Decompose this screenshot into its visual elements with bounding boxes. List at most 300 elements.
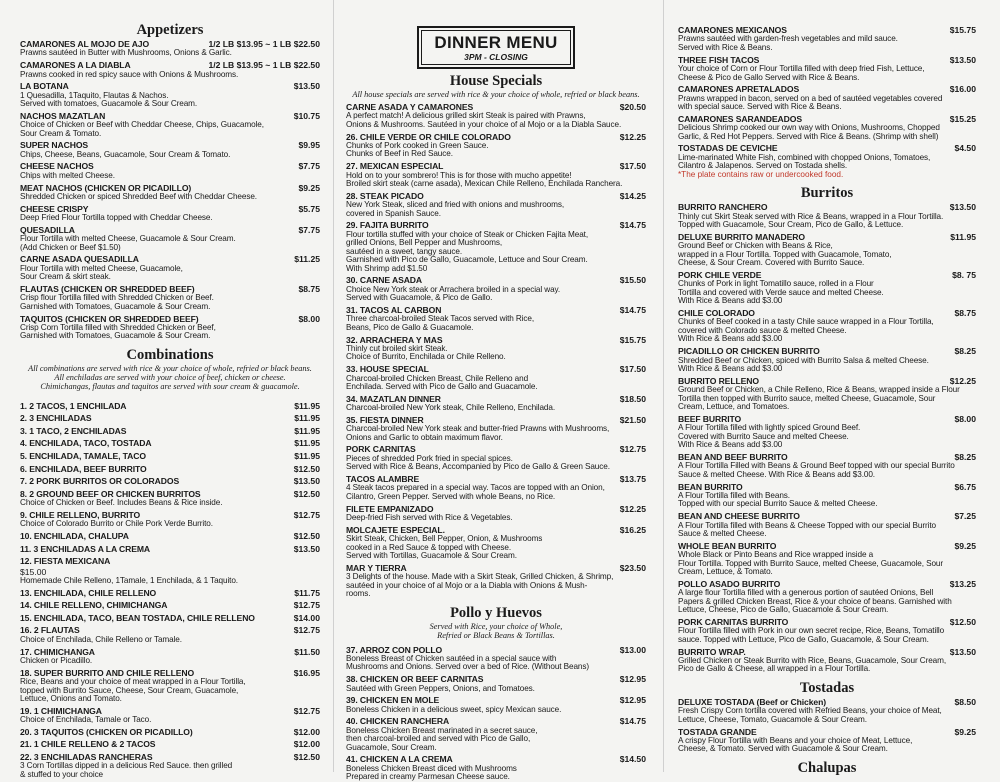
menu-item	[346, 696, 646, 714]
item-name: 13. ENCHILADA, CHILE RELLENO	[20, 587, 157, 598]
item-desc: Prawns wrapped in bacon, served on a bed of sautéed vegetables covered with special sauce. Served with Rice & Beans.	[678, 93, 943, 112]
item-desc: A Flour Tortilla Filled with Beans & Ground Beef topped with our special Burrito Sauce & melted Cheese. With Rice & Beans add $3.00.	[678, 461, 955, 479]
menu-item	[20, 601, 320, 610]
item-name: 5. ENCHILADA, TAMALE, TACO	[20, 451, 146, 462]
item-name: 34. MAZATLAN DINNER	[346, 393, 441, 404]
item-name: 40. CHICKEN RANCHERA	[346, 716, 450, 727]
menu-item	[20, 511, 320, 529]
item-price: $14.00	[293, 612, 320, 623]
item-name: 38. CHICKEN OR BEEF CARNITAS	[346, 674, 484, 685]
item-desc: Flour Tortilla with melted Cheese, Guacamole & Sour Cream. (Add Chicken or Beef $1.50)	[20, 234, 236, 252]
menu-item	[678, 542, 976, 577]
item-desc: Thinly cut broiled skirt Steak. Choice of Burrito, Enchilada or Chile Relleno.	[346, 343, 506, 362]
menu-item	[20, 614, 320, 623]
item-price: $7.25	[954, 511, 976, 522]
dinner-menu-banner	[417, 26, 575, 69]
item-name: SUPER NACHOS	[20, 140, 89, 151]
item-desc: Prawns sautéed with garden-fresh vegetables and mild sauce. Served with Rice & Beans.	[678, 34, 898, 52]
item-name: FLAUTAS (CHICKEN OR SHREDDED BEEF)	[20, 283, 195, 294]
item-name: CHEESE CRISPY	[20, 203, 89, 214]
item-desc: Chunks of Beef cooked in a tasty Chile sauce wrapped in a Flour Tortilla, covered with Colorado sauce & melted Cheese. With Rice & Beans add $3.00	[678, 317, 934, 344]
item-price: $12.50	[949, 616, 976, 627]
item-name: CARNE ASADA Y CAMARONES	[346, 101, 474, 112]
item-price: $17.50	[619, 364, 646, 375]
menu-item	[678, 233, 976, 268]
menu-item	[346, 192, 646, 218]
item-desc: Charcoal-broiled New York steak, Chile Relleno, Enchilada.	[346, 403, 556, 413]
menu-item	[20, 753, 320, 779]
appetizers-list	[20, 40, 320, 341]
item-price: $8.00	[298, 313, 320, 324]
menu-item	[678, 512, 976, 538]
item-price: $13.50	[949, 646, 976, 657]
item-desc: Chips, Cheese, Beans, Guacamole, Sour Cream & Tomato.	[20, 149, 231, 159]
menu-item	[20, 162, 320, 180]
item-desc: Choice of Colorado Burrito or Chile Pork Verde Burrito.	[20, 519, 213, 529]
menu-item	[678, 453, 976, 479]
item-name: 12. FIESTA MEXICANA	[20, 556, 111, 567]
item-desc: Choice of Chicken or Beef with Cheddar Cheese, Chips, Guacamole, Sour Cream & Tomato.	[20, 120, 264, 138]
item-desc: Charcoal-broiled New York steak and butter-fried Prawns with Mushrooms, Onions and Garlic to obtain maximum flavor.	[346, 424, 610, 442]
item-name: CAMARONES AL MOJO DE AJO	[20, 39, 150, 49]
item-desc: Flour Tortilla with melted Cheese, Guacamole, Sour Cream & skirt steak.	[20, 263, 183, 282]
item-desc: A Flour Tortilla filled with Beans & Cheese Topped with our special Burrito Sauce & melted Cheese.	[678, 520, 936, 539]
item-name: WHOLE BEAN BURRITO	[678, 540, 777, 551]
item-price: $12.50	[293, 463, 320, 474]
burritos-list	[678, 203, 976, 674]
item-desc: Homemade Chile Relleno, 1Tamale, 1 Enchilada, & 1 Taquito.	[20, 576, 238, 585]
menu-item	[346, 646, 646, 672]
item-desc: 1 Quesadilla, 1Taquito, Flautas & Nachos. Served with tomatoes, Guacamole & Sour Cream.	[20, 90, 198, 109]
menu-item	[346, 445, 646, 471]
item-desc: Whole Black or Pinto Beans and Rice wrapped inside a Flour Tortilla. Topped with Burrito Sauce, melted Cheese, Guacamole, Sour Cream, Lettuce, & Tomato.	[678, 550, 943, 577]
item-desc: A perfect match! A delicious grilled skirt Steak is paired with Prawns, Onions & Mushrooms. Sautéed in your choice of al Mojo or a la Diabla Sauce.	[346, 111, 622, 129]
tostadas-title: Tostadas	[799, 679, 855, 696]
item-price: $11.95	[294, 438, 320, 449]
item-price: $13.00	[619, 644, 646, 655]
menu-item	[346, 276, 646, 302]
menu-item	[20, 112, 320, 138]
menu-column-left	[18, 0, 320, 779]
item-price: $12.95	[619, 674, 646, 685]
item-desc: Flour Tortilla filled with Pork in our own secret recipe, Rice, Beans, Tomatillo sauce. Topped with Lettuce, Pico de Gallo, Guacamole, & Sour Cream.	[678, 626, 945, 644]
item-desc: Ground Beef or Chicken with Beans & Rice, wrapped in a Flour Tortilla. Topped with Guacamole, Tomato, Cheese, & Sour Cream. Covered with Burrito Sauce.	[678, 241, 892, 268]
item-price: $4.50	[954, 143, 976, 154]
item-price: $11.95	[294, 400, 320, 411]
item-desc: Chunks of Pork cooked in Green Sauce. Chunks of Beef in Red Sauce.	[346, 140, 489, 159]
item-price: $14.75	[619, 716, 646, 727]
item-desc: Deep-fried Fish served with Rice & Vegetables.	[346, 513, 513, 523]
item-desc: Ground Beef or Chicken, a Chile Relleno, Rice & Beans, wrapped inside a Flour Tortilla then topped with Burrito sauce, melted Cheese, Guacamole, Sour Cream, Lettuce, and Tomatoes.	[678, 385, 960, 412]
menu-item	[678, 483, 976, 509]
menu-item	[346, 306, 646, 332]
item-price: $9.95	[298, 140, 320, 151]
menu-column-right	[676, 0, 976, 776]
menu-item	[20, 728, 320, 737]
menu-item	[678, 618, 976, 644]
item-price: $12.75	[293, 600, 320, 611]
item-price: $8. 75	[952, 269, 976, 280]
item-desc: A Flour Tortilla filled with Beans. Topped with our special Burrito Sauce & melted Cheese.	[678, 490, 878, 509]
menu-item	[20, 285, 320, 311]
item-desc: Flour tortilla stuffed with your choice of Steak or Chicken Fajita Meat, grilled Onions, Bell Pepper and Mushrooms, sautéed in a sweet, tangy sauce. Garnished with Pico de Gallo, Guacamole, Lettuce and Sour Cream. With Shrimp add $1.50	[346, 229, 589, 273]
item-price: $16.25	[619, 524, 646, 535]
menu-item	[20, 545, 320, 554]
menu-item	[20, 557, 320, 566]
item-price: $10.75	[293, 110, 320, 121]
item-price: 1/2 LB $13.95 ~ 1 LB $22.50	[208, 60, 320, 71]
menu-item	[20, 707, 320, 725]
menu-item	[20, 740, 320, 749]
item-name: 9. CHILE RELLENO, BURRITO	[20, 509, 141, 520]
item-name: NACHOS MAZATLAN	[20, 110, 106, 121]
item-desc: Pieces of shredded Pork fried in special spices. Served with Rice & Beans, Accompanied by Pico de Gallo & Green Sauce.	[346, 453, 610, 472]
item-price: $12.50	[293, 752, 320, 763]
menu-item	[346, 475, 646, 501]
item-name: PICADILLO OR CHICKEN BURRITO	[678, 346, 820, 357]
menu-item	[20, 465, 320, 474]
item-price: $8.50	[954, 696, 976, 707]
item-price: $13.25	[949, 578, 976, 589]
house-specials-list	[346, 103, 646, 599]
item-name: 3. 1 TACO, 2 ENCHILADAS	[20, 425, 127, 436]
item-name: 19. 1 CHIMICHANGA	[20, 705, 102, 716]
menu-item	[678, 347, 976, 373]
dinner-menu-banner-inner	[421, 30, 571, 65]
item-desc: Charcoal-broiled Chicken Breast, Chile Relleno and Enchilada. Served with Pico de Gallo and Guacamole.	[346, 373, 538, 392]
item-price: $11.95	[294, 451, 320, 462]
menu-item	[678, 698, 976, 724]
item-price: 1/2 LB $13.95 ~ 1 LB $22.50	[208, 39, 320, 49]
menu-item	[20, 414, 320, 423]
combinations-title: Combinations	[126, 346, 214, 363]
item-name: QUESADILLA	[20, 224, 75, 235]
item-name: 33. HOUSE SPECIAL	[346, 364, 429, 375]
item-price: $5.75	[298, 203, 320, 214]
menu-item	[20, 626, 320, 644]
item-price: $8.75	[298, 283, 320, 294]
item-name: TAQUITOS (CHICKEN OR SHREDDED BEEF)	[20, 313, 199, 324]
item-desc: New York Steak, sliced and fried with onions and mushrooms, covered in Spanish Sauce.	[346, 200, 565, 218]
item-name: 39. CHICKEN EN MOLE	[346, 695, 440, 706]
column-divider	[333, 0, 334, 772]
item-desc: Chicken or Picadillo.	[20, 655, 93, 665]
item-price: $13.50	[949, 54, 976, 65]
item-name: PORK CARNITAS	[346, 444, 416, 455]
item-desc: Lime-marinated White Fish, combined with chopped Onions, Tomatoes, Cilantro & Jalapenos. Served on Tostada shells.	[678, 152, 931, 171]
item-desc: A crispy Flour Tortilla with Beans and your choice of Meat, Lettuce, Cheese, & Tomato. Served with Guacamole & Sour Cream.	[678, 735, 913, 754]
item-price: $16.95	[293, 667, 320, 678]
item-price: $11.50	[294, 646, 320, 657]
menu-item	[20, 477, 320, 486]
item-name: 4. ENCHILADA, TACO, TOSTADA	[20, 438, 152, 449]
item-name: 26. CHILE VERDE OR CHILE COLORADO	[346, 131, 511, 142]
menu-item	[678, 415, 976, 450]
menu-item	[678, 144, 976, 179]
menu-item	[20, 589, 320, 598]
item-desc: Boneless Chicken Breast diced with Mushrooms Prepared in creamy Parmesan Cheese sauce.	[346, 763, 517, 782]
item-name: 8. 2 GROUND BEEF OR CHICKEN BURRITOS	[20, 488, 201, 499]
item-desc: Grilled Chicken or Steak Burrito with Rice, Beans, Guacamole, Sour Cream, Pico de Gallo & Cheese, all wrapped in a Flour Tortilla.	[678, 655, 947, 674]
item-price: $8.00	[954, 413, 976, 424]
item-price: $9.25	[954, 726, 976, 737]
item-name: 2. 3 ENCHILADAS	[20, 413, 92, 424]
menu-item	[20, 141, 320, 159]
menu-item	[678, 115, 976, 141]
item-price: $12.00	[293, 739, 320, 750]
item-price: $11.75	[294, 587, 320, 598]
menu-item	[20, 205, 320, 223]
item-name: CAMARONES APRETALADOS	[678, 84, 800, 95]
item-name: 30. CARNE ASADA	[346, 275, 423, 286]
item-name: 18. SUPER BURRITO AND CHILE RELLENO	[20, 667, 195, 678]
pollo-note: Served with Rice, your choice of Whole, Refried or Black Beans & Tortillas.	[429, 621, 563, 640]
item-price: $12.50	[293, 488, 320, 499]
menu-column-middle	[344, 0, 646, 782]
menu-item	[346, 365, 646, 391]
item-desc: Prawns sautéed in Butter with Mushrooms, Onions & Garlic.	[20, 48, 232, 58]
item-price: $9.25	[298, 182, 320, 193]
menu-item	[678, 56, 976, 82]
item-name: 6. ENCHILADA, BEEF BURRITO	[20, 463, 147, 474]
item-name: 27. MEXICAN ESPECIAL	[346, 161, 444, 172]
item-name: 35. FIESTA DINNER	[346, 414, 424, 425]
item-name: 32. ARRACHERA Y MAS	[346, 334, 443, 345]
menu-item	[20, 452, 320, 461]
item-name: TACOS ALAMBRE	[346, 474, 420, 485]
item-name: 11. 3 ENCHILADAS A LA CREMA	[20, 543, 151, 554]
item-name: 28. STEAK PICADO	[346, 190, 424, 201]
item-desc: Chips with melted Cheese.	[20, 170, 115, 180]
item-name: PORK CHILE VERDE	[678, 269, 762, 280]
item-name: CAMARONES SARANDEADOS	[678, 113, 802, 124]
item-price: $16.00	[949, 84, 976, 95]
item-name: BURRITO RELLENO	[678, 375, 759, 386]
item-desc: Boneless Breast of Chicken sautéed in a special sauce with Mushrooms and Onions. Served over a bed of Rice. (Without Beans)	[346, 653, 589, 672]
menu-item	[20, 40, 320, 58]
item-desc: Rice, Beans and your choice of meat wrapped in a Flour Tortilla, topped with Burrito Sauce, Cheese, Sour Cream, Guacamole, Lettuce, Onions and Tomato.	[20, 677, 246, 704]
item-price: $9.25	[954, 540, 976, 551]
house-specials-title: House Specials	[449, 73, 543, 89]
item-desc: Three charcoal-broiled Steak Tacos served with Rice, Beans, Pico de Gallo & Guacamole.	[346, 314, 535, 332]
item-price: $15.75	[949, 25, 976, 35]
menu-item	[20, 184, 320, 202]
item-price: $12.75	[293, 625, 320, 636]
burritos-title: Burritos	[800, 185, 854, 202]
item-name: TOSTADAS DE CEVICHE	[678, 143, 778, 154]
item-name: CHILE COLORADO	[678, 308, 755, 319]
item-price: $14.75	[619, 304, 646, 315]
menu-item	[20, 490, 320, 508]
menu-item	[678, 203, 976, 229]
appetizers-title: Appetizers	[136, 22, 204, 38]
menu-item	[346, 221, 646, 273]
menu-item	[678, 26, 976, 52]
item-name: PORK CARNITAS BURRITO	[678, 616, 789, 627]
item-price: $8.25	[954, 451, 976, 462]
item-name: 1. 2 TACOS, 1 ENCHILADA	[20, 400, 127, 411]
item-name: CHEESE NACHOS	[20, 161, 94, 172]
menu-item	[346, 133, 646, 159]
menu-item	[678, 85, 976, 111]
item-desc: Deep Fried Flour Tortilla topped with Cheddar Cheese.	[20, 213, 213, 223]
item-price: $23.50	[619, 562, 646, 573]
item-name: BURRITO WRAP.	[678, 646, 746, 657]
item-price: $8.75	[954, 308, 976, 319]
item-price: $15.25	[949, 113, 976, 124]
item-name: 7. 2 PORK BURRITOS OR COLORADOS	[20, 476, 180, 487]
menu-item	[346, 416, 646, 442]
item-price: $13.50	[293, 81, 320, 92]
menu-item	[20, 82, 320, 108]
item-desc: A Flour Tortilla filled with lightly spiced Ground Beef. Covered with Burrito Sauce and melted Cheese. With Rice & Beans add $3.00	[678, 423, 861, 450]
item-name: 21. 1 CHILE RELLENO & 2 TACOS	[20, 739, 156, 750]
item-desc: Crisp Corn Tortilla filled with Shredded Chicken or Beef, Garnished with Tomatoes, Guacamole & Sour Cream.	[20, 322, 216, 341]
item-name: 22. 3 ENCHILADAS RANCHERAS	[20, 752, 153, 763]
column-divider	[663, 0, 664, 772]
item-price: $14.50	[619, 754, 646, 765]
item-price: $6.75	[954, 481, 976, 492]
item-name: 15. ENCHILADA, TACO, BEAN TOSTADA, CHILE RELLENO	[20, 612, 255, 623]
item-name: BEAN BURRITO	[678, 481, 743, 492]
item-desc: Shredded Chicken or spiced Shredded Beef with Cheddar Cheese.	[20, 191, 257, 201]
item-price: $12.50	[293, 531, 320, 541]
item-price: $15.50	[619, 275, 646, 286]
item-price: $21.50	[619, 414, 646, 425]
item-name: FILETE EMPANIZADO	[346, 503, 434, 514]
item-price: $7.75	[298, 161, 320, 172]
item-price: $12.25	[619, 131, 646, 142]
item-price: $13.75	[619, 474, 646, 485]
item-desc: Prawns cooked in red spicy sauce with Onions & Mushrooms.	[20, 69, 239, 79]
item-price: $17.50	[619, 161, 646, 172]
seafood-list	[678, 26, 976, 179]
menu-item	[20, 315, 320, 341]
tostadas-list	[678, 698, 976, 754]
item-desc: Hold on to your sombrero! This is for those with mucho appetite! Broiled skirt steak (carne asada), Mexican Chile Relleno, Enchilada Ranchera.	[346, 170, 623, 188]
item-name: CAMARONES A LA DIABLA	[20, 60, 131, 71]
menu-item	[346, 675, 646, 693]
item-price: $12.95	[619, 695, 646, 706]
menu-item	[678, 580, 976, 615]
item-price: $13.50	[293, 476, 320, 487]
menu-item	[20, 427, 320, 436]
item-name: POLLO ASADO BURRITO	[678, 578, 781, 589]
item-desc: 4 Steak tacos prepared in a special way. Tacos are topped with an Onion, Cilantro, Green Pepper. Served with whole Beans, no Rice.	[346, 483, 605, 501]
item-desc: Boneless Chicken Breast marinated in a secret sauce, then charcoal-broiled and served with Pico de Gallo, Guacamole, Sour Cream.	[346, 725, 538, 752]
item-price: $11.95	[950, 231, 976, 242]
item-desc: 3 Delights of the house. Made with a Skirt Steak, Grilled Chicken, & Shrimp, sautéed in your choice of al Mojo or a la Diabla with Onions & Mush- rooms.	[346, 572, 614, 599]
item-desc: Skirt Steak, Chicken, Bell Pepper, Onion, & Mushrooms cooked in a Red Sauce & topped with Cheese. Served with Tortillas, Guacamole & Sour Cream.	[346, 534, 543, 561]
item-price: $18.50	[619, 393, 646, 404]
menu-item	[20, 648, 320, 666]
menu-item	[20, 61, 320, 79]
item-name: DELUXE TOSTADA (Beef or Chicken)	[678, 696, 827, 707]
menu-hours: 3PM - CLOSING	[464, 52, 528, 62]
item-name: 16. 2 FLAUTAS	[20, 625, 80, 636]
item-name: BURRITO RANCHERO	[678, 202, 768, 213]
chalupas-title: Chalupas	[797, 759, 857, 776]
item-desc: Chunks of Pork in light Tomatillo sauce, rolled in a Flour Tortilla and covered with Verde sauce and melted Cheese. With Rice & Beans add $3.00	[678, 279, 884, 306]
item-name: 20. 3 TAQUITOS (CHICKEN OR PICADILLO)	[20, 726, 193, 737]
item-name: CARNE ASADA QUESADILLA	[20, 254, 139, 265]
item-price: $13.50	[293, 543, 320, 554]
combinations-note: All combinations are served with rice & your choice of whole, refried or black beans. All enchiladas are served with your choice of beef, chicken or cheese. Chimichangas, flautas and taquitos are served with sour cream & guacamole.	[28, 363, 312, 391]
item-price: $12.25	[949, 375, 976, 386]
menu-item	[20, 255, 320, 281]
menu-item	[20, 226, 320, 252]
item-price: $12.25	[619, 503, 646, 514]
item-name: CAMARONES MEXICANOS	[678, 25, 787, 35]
item-price: $14.25	[619, 190, 646, 201]
item-desc: A large flour Tortilla filled with a generous portion of sautéed Onions, Bell Papers & grilled Chicken Breast, Rice & your choice of beans. Garnished with Lettuce, Cheese, Pico de Gallo, Guacamole & Sour Cream.	[678, 588, 952, 615]
menu-item	[20, 669, 320, 704]
item-name: LA BOTANA	[20, 81, 69, 92]
item-name: MAR Y TIERRA	[346, 562, 407, 573]
menu-item	[20, 532, 320, 541]
item-name: MEAT NACHOS (CHICKEN OR PICADILLO)	[20, 182, 192, 193]
menu-item	[20, 568, 320, 586]
menu-item	[346, 336, 646, 362]
item-desc: Your choice of Corn or Flour Tortilla filled with deep fried Fish, Lettuce, Cheese & Pico de Gallo Served with Rice & Beans.	[678, 64, 925, 82]
item-name: DELUXE BURRITO MANADERO	[678, 231, 805, 242]
item-desc: Choice of Chicken or Beef. Includes Beans & Rice inside.	[20, 498, 223, 508]
item-desc: Fresh Crispy Corn tortilla covered with Refried Beans, your choice of Meat, Lettuce, Cheese, Tomato, Guacamole & Sour Cream.	[678, 706, 942, 724]
menu-item	[346, 564, 646, 599]
item-name: BEAN AND BEEF BURRITO	[678, 451, 788, 462]
menu-item	[20, 402, 320, 411]
menu-item	[346, 395, 646, 413]
item-price: $12.00	[293, 726, 320, 737]
pollo-title: Pollo y Huevos	[450, 604, 542, 621]
item-price: $14.75	[619, 220, 646, 231]
menu-item	[346, 162, 646, 188]
item-name: 37. ARROZ CON POLLO	[346, 644, 443, 655]
combinations-list	[20, 402, 320, 780]
item-price: $15.75	[619, 334, 646, 345]
pollo-list	[346, 646, 646, 782]
menu-item	[346, 755, 646, 781]
item-desc: Thinly cut Skirt Steak served with Rice & Beans, wrapped in a Flour Tortilla. Topped with Guacamole, Sour Cream, Pico de Gallo, & Lettuce.	[678, 211, 944, 230]
item-price: $12.75	[293, 705, 320, 716]
menu-item	[346, 526, 646, 561]
item-price: $20.50	[619, 101, 646, 112]
item-desc: Choice New York steak or Arrachera broiled in a special way. Served with Guacamole, & Pico de Gallo.	[346, 284, 561, 303]
item-name: BEAN AND CHEESE BURRITO	[678, 511, 800, 522]
menu-item	[346, 505, 646, 523]
menu-title: DINNER MENU	[434, 33, 558, 52]
item-price: $7.75	[298, 224, 320, 235]
raw-food-warning: *The plate contains raw or undercooked food.	[678, 169, 844, 179]
item-price: $15.00	[20, 566, 47, 577]
item-desc: Choice of Enchilada, Tamale or Taco.	[20, 715, 152, 725]
item-desc: Sautéed with Green Peppers, Onions, and Tomatoes.	[346, 683, 535, 693]
item-price: $11.95	[294, 413, 320, 424]
item-desc: 3 Corn Tortillas dipped in a delicious Red Sauce. then grilled & stuffed to your choice	[20, 761, 233, 779]
menu-item	[678, 309, 976, 344]
item-price: $13.50	[949, 202, 976, 213]
item-name: 10. ENCHILADA, CHALUPA	[20, 531, 129, 541]
menu-item	[346, 717, 646, 752]
item-name: 14. CHILE RELLENO, CHIMICHANGA	[20, 600, 168, 611]
item-name: 17. CHIMICHANGA	[20, 646, 95, 657]
item-price: $12.75	[619, 444, 646, 455]
item-name: MOLCAJETE ESPECIAL.	[346, 524, 445, 535]
menu-item	[20, 439, 320, 448]
item-name: THREE FISH TACOS	[678, 54, 760, 65]
item-desc: Delicious Shrimp cooked our own way with Onions, Mushrooms, Chopped Garlic, & Red Hot Peppers. Served with Rice & Beans. (Shrimp with shell)	[678, 123, 940, 141]
item-name: 29. FAJITA BURRITO	[346, 220, 429, 231]
